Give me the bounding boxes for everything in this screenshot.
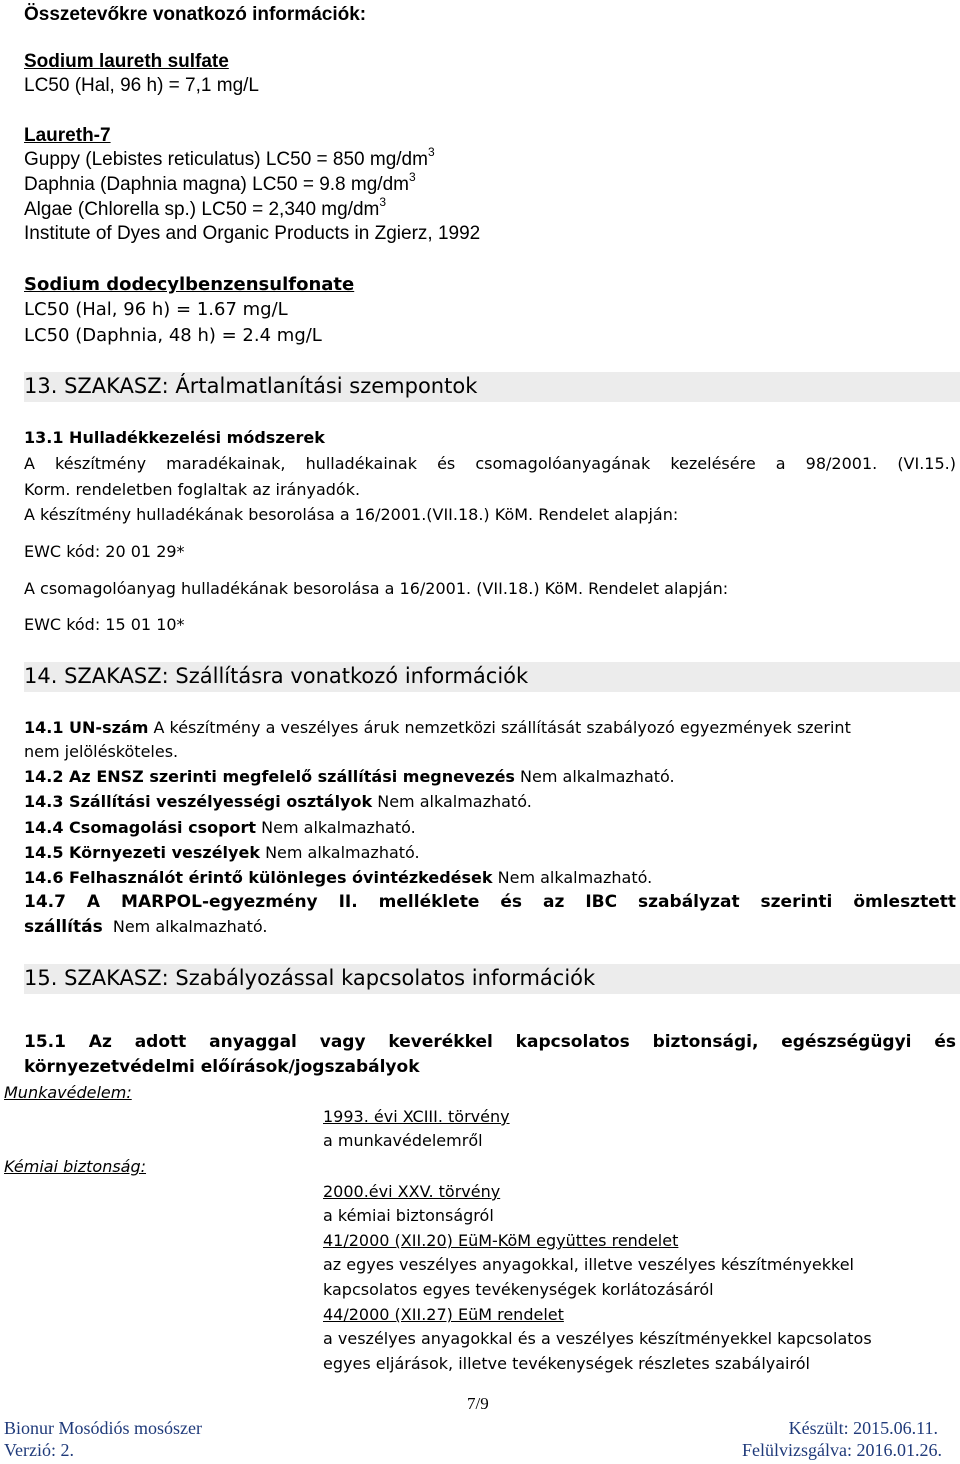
component-value: Guppy (Lebistes reticulatus) LC50 = 850 $mg/dm^3$ xyxy=(24,145,435,170)
component-name-sodium-dodecylbenzensulfonate: Sodium dodecylbenzensulfonate xyxy=(24,274,355,295)
law-reference: 44/2000 (XII.27) EüM rendelet xyxy=(323,1305,564,1324)
subsection-13-1-title: 13.1 Hulladékkezelési módszerek xyxy=(24,428,325,447)
component-value: LC50 (Hal, 96 h) = 7,1 mg/L xyxy=(24,75,259,96)
component-value: LC50 (Daphnia, 48 h) = 2.4 mg/L xyxy=(24,325,322,346)
law-reference: 2000.évi XXV. törvény xyxy=(323,1182,501,1201)
transport-item-14-1: 14.1 UN-szám A készítmény a veszélyes áruk nemzetközi szállítását szabályozó egyezmények szerint xyxy=(24,718,851,737)
subsection-15-1-title-cont: környezetvédelmi előírások/jogszabályok xyxy=(24,1057,420,1077)
component-value: Daphnia (Daphnia magna) LC50 = 9.8 $mg/dm^3$ xyxy=(24,170,416,195)
component-name-laureth-7: Laureth-7 xyxy=(24,125,111,146)
section-13-title: 13. SZAKASZ: Ártalmatlanítási szempontok xyxy=(24,374,478,398)
law-description: kapcsolatos egyes tevékenységek korlátozásáról xyxy=(323,1280,714,1299)
paragraph: nem jelölésköteles. xyxy=(24,742,179,761)
paragraph: A készítmény maradékainak, hulladékainak és csomagolóanyagának kezelésére a 98/2001. (VI.15.) xyxy=(24,454,956,473)
paragraph: A készítmény hulladékának besorolása a 16/2001.(VII.18.) KöM. Rendelet alapján: xyxy=(24,505,679,524)
ewc-code: EWC kód: 20 01 29* xyxy=(24,542,185,561)
transport-item-14-3: 14.3 Szállítási veszélyességi osztályok Nem alkalmazható. xyxy=(24,792,532,811)
transport-item-14-2: 14.2 Az ENSZ szerinti megfelelő szállítási megnevezés Nem alkalmazható. xyxy=(24,767,675,786)
subsection-15-1-title: 15.1 Az adott anyaggal vagy keverékkel kapcsolatos biztonsági, egészségügyi és xyxy=(24,1032,956,1052)
law-description: a kémiai biztonságról xyxy=(323,1206,494,1225)
section-14-title: 14. SZAKASZ: Szállításra vonatkozó információk xyxy=(24,664,529,688)
law-description: egyes eljárások, illetve tevékenységek részletes szabályairól xyxy=(323,1354,810,1373)
component-source: Institute of Dyes and Organic Products in Zgierz, 1992 xyxy=(24,223,481,244)
transport-item-14-5: 14.5 Környezeti veszélyek Nem alkalmazható. xyxy=(24,843,420,862)
footer-reviewed-date: Felülvizsgálva: 2016.01.26. xyxy=(742,1440,942,1460)
transport-item-14-4: 14.4 Csomagolási csoport Nem alkalmazható. xyxy=(24,818,416,837)
label-kemiai-biztonsag: Kémiai biztonság: xyxy=(4,1157,147,1176)
law-description: a munkavédelemről xyxy=(323,1131,483,1150)
law-reference: 1993. évi XCIII. törvény xyxy=(323,1107,510,1126)
paragraph: A csomagolóanyag hulladékának besorolása a 16/2001. (VII.18.) KöM. Rendelet alapján: xyxy=(24,579,729,598)
ewc-code: EWC kód: 15 01 10* xyxy=(24,615,185,634)
law-reference: 41/2000 (XII.20) EüM-KöM együttes rendelet xyxy=(323,1231,679,1250)
components-heading: Összetevőkre vonatkozó információk: xyxy=(24,4,367,25)
component-name-sodium-laureth-sulfate: Sodium laureth sulfate xyxy=(24,51,229,72)
footer-version: Verzió: 2. xyxy=(4,1440,74,1460)
footer-product-name: Bionur Mosódiós mosószer xyxy=(4,1418,202,1438)
component-value: Algae (Chlorella sp.) LC50 = 2,340 $mg/dm^3$ xyxy=(24,195,387,220)
transport-item-14-7-cont: szállítás Nem alkalmazható. xyxy=(24,917,268,937)
section-15-title: 15. SZAKASZ: Szabályozással kapcsolatos információk xyxy=(24,966,596,990)
transport-item-14-6: 14.6 Felhasználót érintő különleges óvintézkedések Nem alkalmazható. xyxy=(24,868,653,887)
page-number: 7/9 xyxy=(467,1394,489,1413)
footer-created-date: Készült: 2015.06.11. xyxy=(788,1418,938,1438)
component-value: LC50 (Hal, 96 h) = 1.67 mg/L xyxy=(24,299,288,320)
label-munkavedelem: Munkavédelem: xyxy=(4,1083,132,1102)
law-description: az egyes veszélyes anyagokkal, illetve veszélyes készítményekkel xyxy=(323,1255,854,1274)
paragraph: Korm. rendeletben foglaltak az irányadók. xyxy=(24,480,361,499)
transport-item-14-7: 14.7 A MARPOL-egyezmény II. melléklete és az IBC szabályzat szerinti ömlesztett xyxy=(24,892,956,912)
law-description: a veszélyes anyagokkal és a veszélyes készítményekkel kapcsolatos xyxy=(323,1329,872,1348)
